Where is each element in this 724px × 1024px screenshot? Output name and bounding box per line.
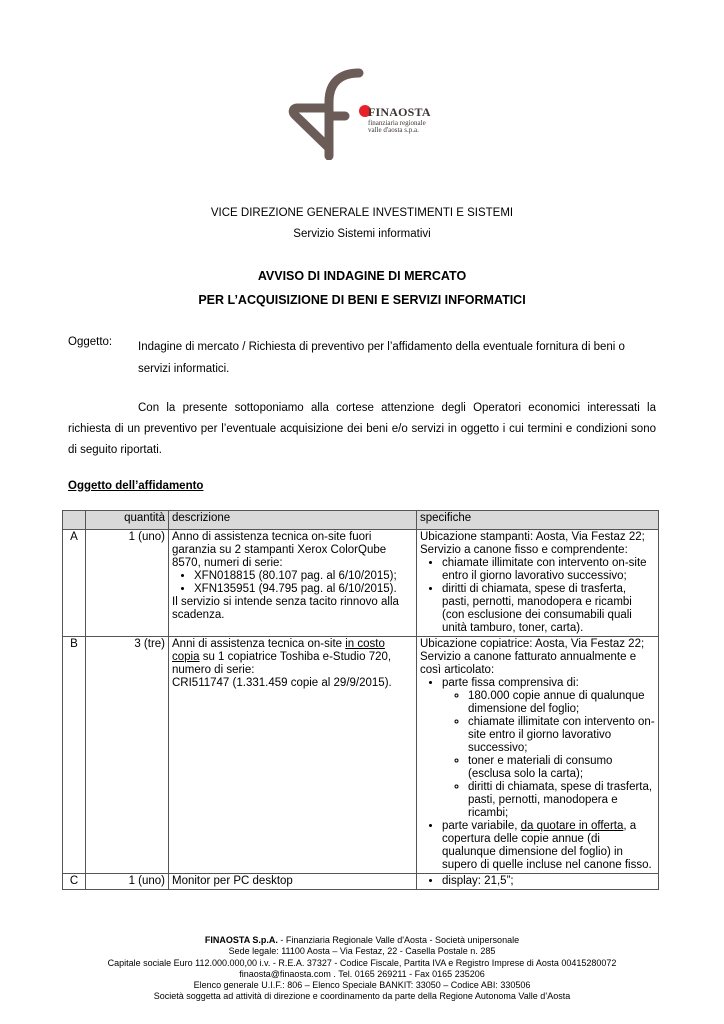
list-item: ◦ chiamate illimitate con intervento on-site entro il giorno lavorativo successivo; [468,716,655,755]
logo-subtitle-1: finanziaria regionale [368,119,426,127]
list-item: • diritti di chiamata, spese di trasferta, pasti, pernotti, manodopera e ricambi (con esclusione dei consumabili quali unità tamburo, toner, carta). [442,583,655,635]
row-description [169,530,417,637]
intro-paragraph: Con la presente sottoponiamo alla cortese attenzione degli Operatori economici interessati la richiesta di un preventivo per l’eventuale acquisizione dei beni e/o servizi in oggetto i cui termini e condizioni sono di seguito riportati. [68,402,656,456]
table-row [63,530,659,637]
row-code: A [63,530,86,637]
subject-label: Oggetto: [68,336,113,348]
document-title-line2: PER L’ACQUISIZIONE DI BENI E SERVIZI INFORMATICI [198,293,526,307]
header-quantity: quantità [86,511,169,530]
list-item: • XFN018815 (80.107 pag. al 6/10/2015); [194,570,413,583]
subject-text: Indagine di mercato / Richiesta di preventivo per l’affidamento della eventuale fornitura di beni o servizi informatici. [138,341,625,375]
row-specs [417,637,659,874]
desc-outro: Il servizio si intende senza tacito rinnovo alla scadenza. [172,596,399,621]
logo-name: FINAOSTA [368,105,431,119]
spec-sublist [442,690,655,820]
footer-line: Elenco generale U.I.F.: 806 – Elenco Speciale BANKIT: 33050 – Codice ABI: 330506 [193,980,531,991]
list-item: • chiamate illimitate con intervento on-site entro il giorno lavorativo successivo; [442,557,655,583]
items-table [62,510,659,890]
desc-text [172,638,413,677]
list-item: ◦ diritti di chiamata, spese di trasferta, pasti, pernotti, manodopera e ricambi; [468,781,655,820]
list-item: ◦ 180.000 copie annue di qualunque dimensione del foglio; [468,690,655,716]
footer-line [0,935,724,946]
logo-subtitle-2: valle d'aosta s.p.a. [368,126,419,134]
list-item [442,820,655,872]
spec-intro: Ubicazione stampanti: Aosta, Via Festaz 22; Servizio a canone fisso e comprendente: [420,531,645,556]
department-heading: VICE DIREZIONE GENERALE INVESTIMENTI E SISTEMI [210,207,514,219]
spec-var-b: , a copertura delle copie annue (di qualunque dimensione del foglio) in supero di quelle incluse nel canone fisso. [442,820,652,871]
footer-company-desc: - Finanziaria Regionale Valle d'Aosta - Società unipersonale [277,935,520,945]
header-code [63,511,86,530]
desc-list [172,570,413,596]
spec-list [420,557,655,635]
footer-line: Sede legale: 11100 Aosta – Via Festaz, 22 - Casella Postale n. 285 [228,946,496,957]
service-heading: Servizio Sistemi informativi [293,228,431,240]
spec-list [420,875,655,888]
logo-text [368,105,431,134]
table-row [63,637,659,874]
footer-line: finaosta@finaosta.com . Tel. 0165 269211 - Fax 0165 235206 [239,968,485,979]
desc-part: su 1 copiatrice Toshiba e-Studio 720, numero di serie: [172,651,392,676]
document-title-line1: AVVISO DI INDAGINE DI MERCATO [257,269,467,283]
row-quantity: 3 (tre) [86,637,169,874]
spec-var-underlined: da quotare in offerta [520,820,624,832]
section-title: Oggetto dell’affidamento [68,480,204,492]
desc-underlined: in costo copia [172,638,385,663]
spec-fixed: parte fissa comprensiva di: [442,677,579,689]
header-specs: specifiche [417,511,659,530]
row-description: Monitor per PC desktop [169,874,417,890]
list-item: • XFN135951 (94.795 pag. al 6/10/2015). [194,583,413,596]
row-quantity: 1 (uno) [86,874,169,890]
list-item [442,677,655,820]
list-item: • display: 21,5”; [442,875,655,888]
row-code: C [63,874,86,890]
list-item: ◦ toner e materiali di consumo (esclusa solo la carta); [468,755,655,781]
desc-intro: Anno di assistenza tecnica on-site fuori garanzia su 2 stampanti Xerox ColorQube 8570, numeri di serie: [172,531,387,569]
row-specs [417,874,659,890]
spec-intro: Ubicazione copiatrice: Aosta, Via Festaz 22; Servizio a canone fatturato annualmente e così articolato: [420,638,645,676]
desc-serial: CRI511747 (1.331.459 copie al 29/9/2015). [172,677,392,689]
page-footer [0,935,724,1003]
table-header-row [63,511,659,530]
table-row [63,874,659,890]
spec-list [420,677,655,872]
row-description [169,637,417,874]
header-description: descrizione [169,511,417,530]
finaosta-logo [285,68,445,160]
row-quantity: 1 (uno) [86,530,169,637]
footer-line: Capitale sociale Euro 112.000.000,00 i.v. - R.E.A. 37327 - Codice Fiscale, Partita IVA e Registro Imprese di Aosta 00415280072 [107,957,617,968]
spec-var-a: parte variabile, [442,820,518,832]
footer-company: FINAOSTA S.p.A. [204,935,278,945]
row-code: B [63,637,86,874]
row-specs [417,530,659,637]
footer-line: Società soggetta ad attività di direzione e coordinamento da parte della Regione Autonoma Valle d’Aosta [153,991,571,1002]
desc-part: Anni di assistenza tecnica on-site [172,638,343,650]
